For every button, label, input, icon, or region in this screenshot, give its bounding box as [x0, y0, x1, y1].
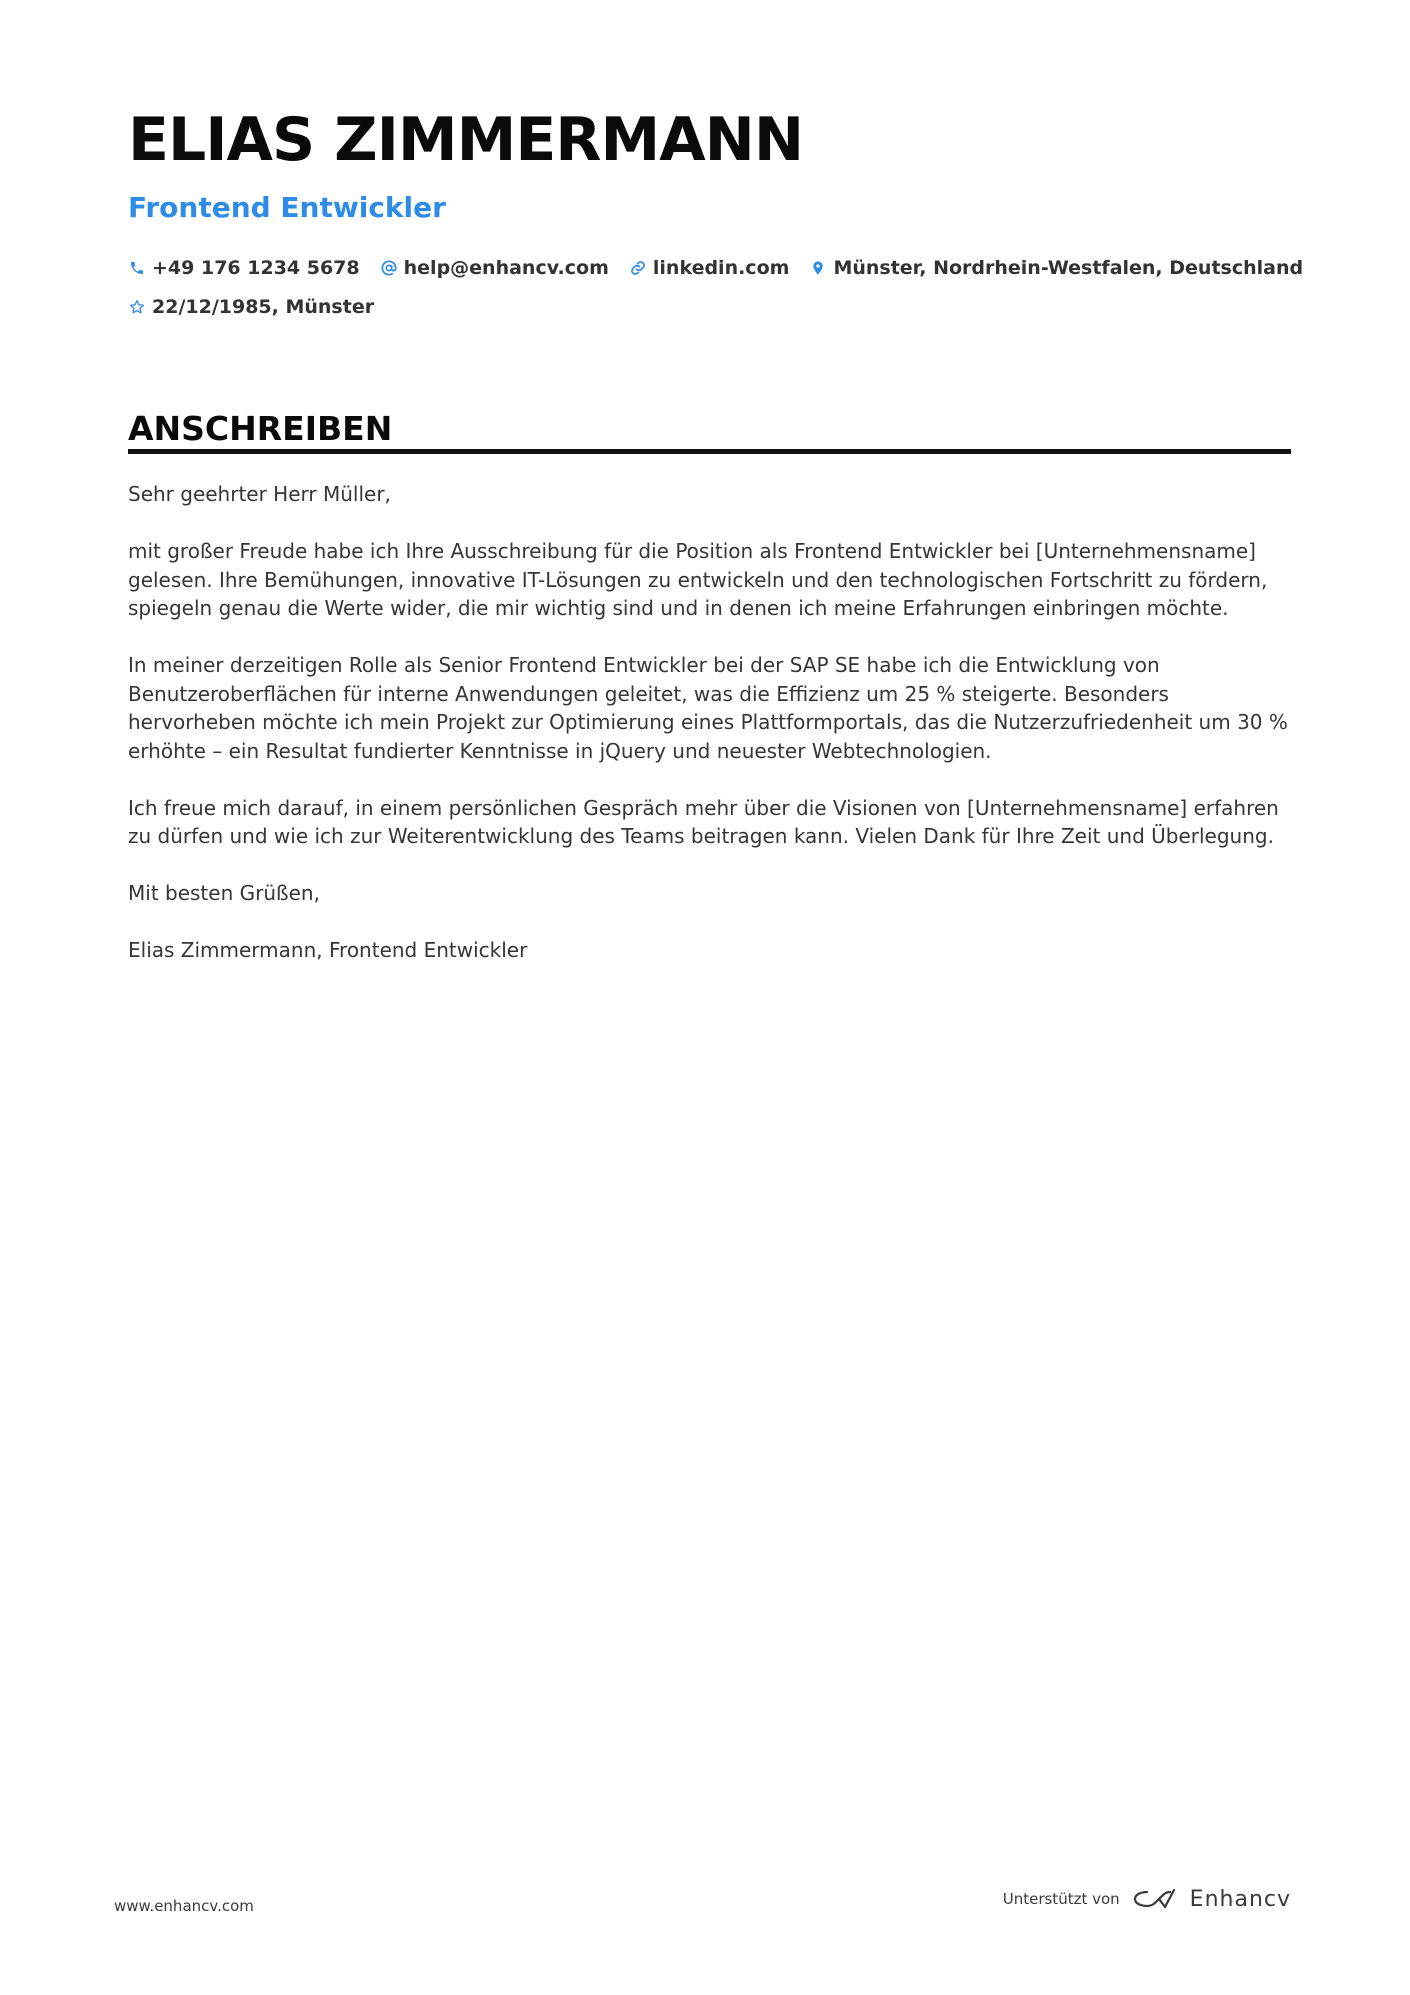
location-text: Münster, Nordrhein-Westfalen, Deutschland: [833, 257, 1304, 279]
letter-signature: Elias Zimmermann, Frontend Entwickler: [128, 938, 528, 962]
star-icon: [128, 298, 146, 316]
contact-birth: [128, 296, 374, 318]
phone-icon: [128, 259, 146, 277]
contact-row-2: [128, 295, 1291, 319]
link-icon: [629, 259, 647, 277]
birth-text: 22/12/1985, Münster: [152, 296, 375, 318]
footer-website[interactable]: www.enhancv.com: [114, 1897, 254, 1915]
contact-row-1: [128, 256, 1304, 280]
contact-email: [380, 257, 609, 279]
at-icon: [380, 259, 398, 277]
section-divider: [128, 449, 1291, 454]
letter-closing: Mit besten Grüßen,: [128, 881, 320, 905]
email-text: help@enhancv.com: [403, 257, 609, 279]
applicant-role: Frontend Entwickler: [128, 191, 446, 224]
brand-name: Enhancv: [1189, 1886, 1291, 1912]
powered-by-text: Unterstützt von: [1002, 1890, 1120, 1908]
linkedin-text: linkedin.com: [652, 257, 790, 279]
applicant-name: ELIAS ZIMMERMANN: [128, 105, 804, 175]
letter-salutation: Sehr geehrter Herr Müller,: [128, 482, 391, 506]
footer-branding: [1003, 1886, 1291, 1912]
section-title: ANSCHREIBEN: [128, 409, 393, 448]
letter-body: [128, 480, 1291, 993]
letter-paragraph-1: mit großer Freude habe ich Ihre Ausschreibung für die Position als Frontend Entwickler bei [Unternehmensname] gelesen. Ihre Bemühungen, innovative IT-Lösungen zu entwickeln und den technologischen Fortschritt zu fördern, spiegeln genau die Werte wider, die mir wichtig sind und in denen ich meine Erfahrungen einbringen möchte.: [128, 539, 1268, 620]
phone-text: +49 176 1234 5678: [152, 257, 360, 279]
letter-paragraph-3: Ich freue mich darauf, in einem persönlichen Gespräch mehr über die Visionen von [Unternehmensname] erfahren zu dürfen und wie ich zur Weiterentwicklung des Teams beitragen kann. Vielen Dank für Ihre Zeit und Überlegung.: [128, 795, 1279, 848]
cover-letter-page: [128, 0, 1304, 1995]
contact-location: [809, 257, 1303, 279]
enhancv-logo-icon: [1132, 1886, 1178, 1912]
map-pin-icon: [809, 259, 827, 277]
contact-info: [128, 256, 1304, 334]
letter-paragraph-2: In meiner derzeitigen Rolle als Senior Frontend Entwickler bei der SAP SE habe ich die Entwicklung von Benutzeroberflächen für interne Anwendungen geleitet, was die Effizienz um 25 % steigerte. Besonders hervorheben möchte ich mein Projekt zur Optimierung eines Plattformportals, das die Nutzerzufriedenheit um 30 % erhöhte – ein Resultat fundierter Kenntnisse in jQuery und neuester Webtechnologien.: [128, 653, 1288, 763]
contact-phone: [128, 257, 360, 279]
contact-linkedin: [629, 257, 790, 279]
